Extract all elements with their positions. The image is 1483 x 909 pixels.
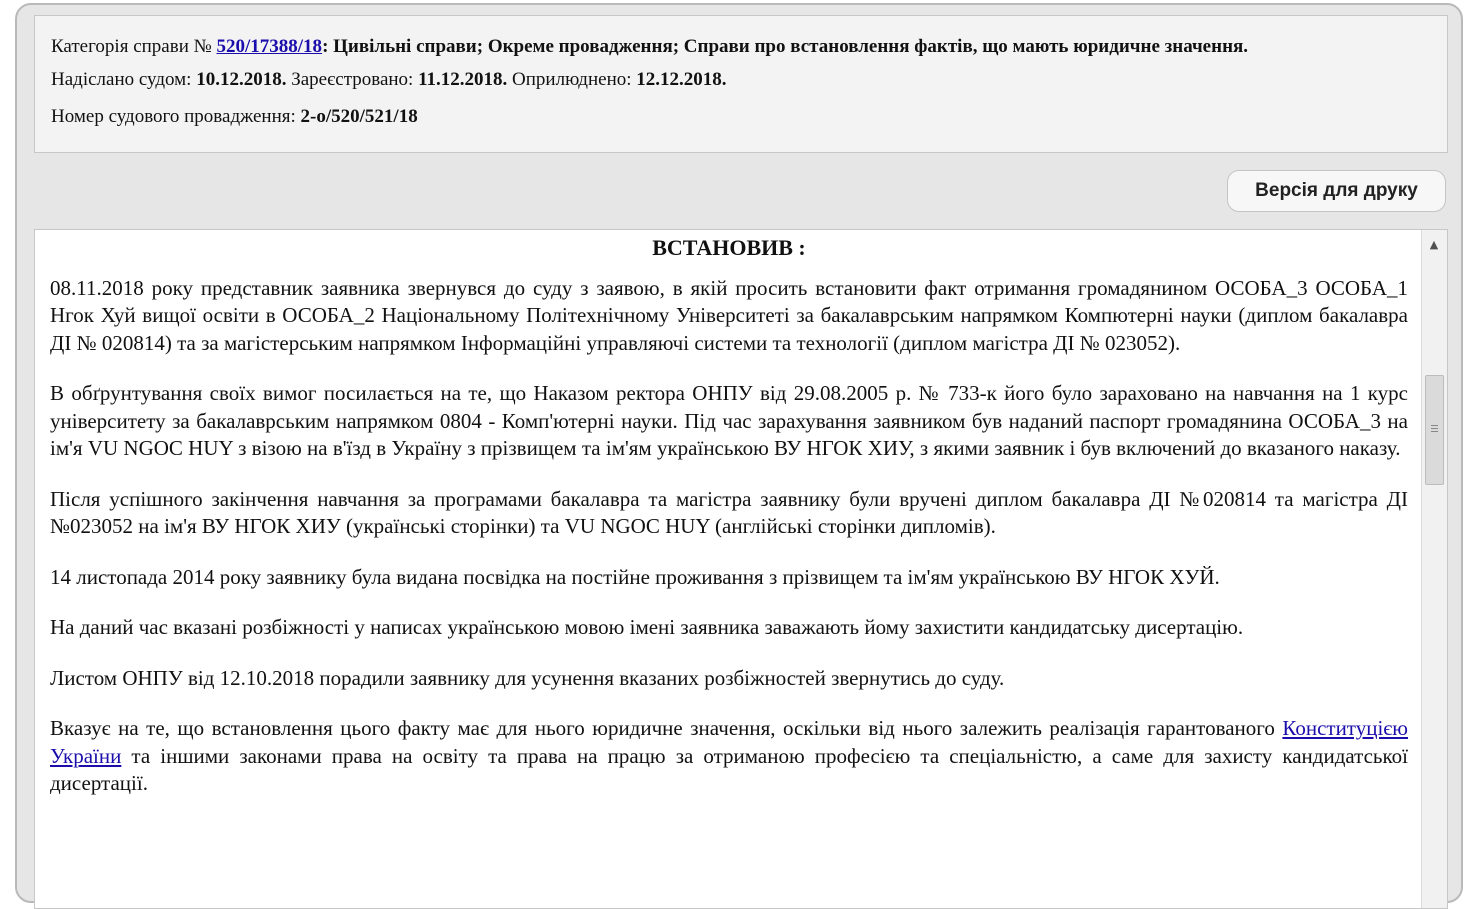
proceeding-number: 2-о/520/521/18 <box>300 106 418 127</box>
grip-line <box>1431 425 1438 426</box>
proceeding-line <box>51 106 418 128</box>
category-value: : Цивільні справи; Окреме провадження; Справи про встановлення фактів, що мають юридичне значення. <box>322 36 1249 57</box>
grip-line <box>1431 428 1438 429</box>
page-frame <box>15 3 1463 903</box>
case-info-box <box>34 15 1448 153</box>
published-label: Оприлюднено: <box>512 69 632 90</box>
paragraph-text: та іншими законами права на освіту та права на працю за отриманою професією та спеціальністю, а саме для захисту кандидатської дисертації. <box>50 743 1408 795</box>
paragraph-text: Вказує на те, що встановлення цього факту має для нього юридичне значення, оскільки від нього залежить реалізація гарантованого <box>50 716 1275 740</box>
sent-date: 10.12.2018. <box>196 69 287 90</box>
registered-label: Зареєстровано: <box>291 69 414 90</box>
constitution-link[interactable]: Конституцією України <box>50 716 1408 768</box>
document-heading: ВСТАНОВИВ : <box>652 235 806 260</box>
paragraph: 14 листопада 2014 року заявнику була видана посвідка на постійне проживання з прізвищем та ім'ям українською ВУ НГОК ХУЙ. <box>50 564 1220 589</box>
document-viewer <box>34 229 1448 909</box>
paragraph: Після успішного закінчення навчання за програмами бакалавра та магістра заявнику були вручені диплом бакалавра ДІ №020814 та магістра ДІ №023052 на ім'я ВУ НГОК ХИУ (українські сторінки) та VU NGOC HUY (англійські сторінки дипломів). <box>50 486 1408 538</box>
vertical-scrollbar[interactable] <box>1421 230 1447 909</box>
paragraph: Листом ОНПУ від 12.10.2018 порадили заявнику для усунення вказаних розбіжностей звернутись до суду. <box>50 665 1005 690</box>
document-text <box>50 230 1408 821</box>
scroll-up-arrow-icon[interactable]: ▲ <box>1429 238 1439 251</box>
paragraph: 08.11.2018 року представник заявника звернувся до суду з заявою, в якій просить встановити факт отримання громадянином ОСОБА_3 ОСОБА_1 Нгок Хуй вищої освіти в ОСОБА_2 Національному Політехнічному Університеті за бакалаврським напрямком Компютерні науки (диплом бакалавра ДІ № 020814) та за магістерським напрямком Інформаційні управляючі системи та технології (диплом магістра ДІ № 023052). <box>50 275 1408 355</box>
registered-date: 11.12.2018. <box>418 69 508 90</box>
print-version-button[interactable]: Версія для друку <box>1227 170 1446 212</box>
paragraph: На даний час вказані розбіжності у написах українською мовою імені заявника заважають йому захистити кандидатську дисертацію. <box>50 615 1244 639</box>
case-category-line <box>51 36 1248 58</box>
grip-line <box>1431 431 1438 432</box>
category-label: Категорія справи № <box>51 36 212 57</box>
dates-line <box>51 69 727 91</box>
paragraph <box>50 715 1408 798</box>
paragraph: В обґрунтування своїх вимог посилається на те, що Наказом ректора ОНПУ від 29.08.2005 р. № 733-к його було зараховано на навчання на 1 курс університету за бакалаврським напрямком 0804 - Комп'ютерні науки. Під час зарахування заявником був наданий паспорт громадянина ОСОБА_3 на ім'я VU NGOC HUY з візою на в'їзд в Україну з прізвищем та ім'ям українською ВУ НГОК ХИУ, з якими заявник і був включений до вказаного наказу. <box>50 381 1408 460</box>
case-number-link[interactable]: 520/17388/18 <box>216 36 323 57</box>
scrollbar-thumb[interactable] <box>1425 375 1444 485</box>
proceeding-label: Номер судового провадження: <box>51 106 296 127</box>
published-date: 12.12.2018. <box>636 69 727 90</box>
sent-label: Надіслано судом: <box>51 69 192 90</box>
